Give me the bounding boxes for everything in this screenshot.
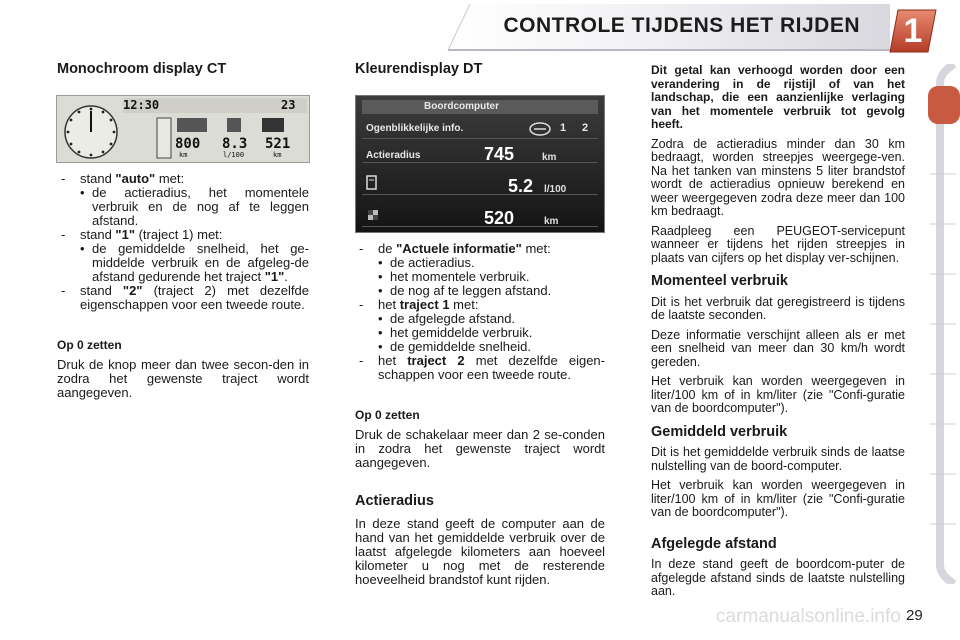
dt-row2-value: 745 — [484, 144, 515, 164]
current-text-3: Het verbruik kan worden weergegeven in liter/100 km of in km/liter (zie "Confi-guratie van de boordcomputer"). — [651, 374, 905, 415]
dt-row3-unit: l/100 — [544, 184, 567, 195]
list-subitem: • de gemiddelde snelheid, het ge-middelde verbruik en de afgeleg-de afstand gedurende het traject "1". — [80, 242, 309, 284]
list-subitem: • de nog af te leggen afstand. — [378, 284, 605, 298]
dt-row2-label: Actieradius — [366, 150, 421, 161]
current-text-1: Dit is het verbruik dat geregistreerd is tijdens de laatste seconden. — [651, 294, 905, 322]
list-subitem: • de actieradius. — [378, 256, 605, 270]
list-subitem: • het momentele verbruik. — [378, 270, 605, 284]
section-title-mono: Monochroom display CT — [57, 61, 227, 77]
range-text: In deze stand geeft de computer aan de hand van het gemiddelde verbruik over de laatst afgelegde kilometers aan hoeveel kilometer u nog met de resterende hoeveelheid brandstof kunt rijden. — [355, 516, 605, 587]
left-column-title-wrap — [57, 62, 309, 76]
tab-active — [928, 86, 960, 124]
ct-value-1: 800 — [175, 136, 201, 152]
list-item: - stand "2" (traject 2) met dezelfde eigenschappen voor een tweede route. — [57, 284, 309, 312]
middle-column-body — [355, 242, 605, 593]
dt-row1-b: 2 — [582, 122, 589, 134]
color-modes-list — [355, 242, 605, 382]
mono-display-ct — [56, 95, 310, 163]
left-column-body — [57, 172, 309, 406]
fuel-gauge-icon — [528, 122, 552, 136]
ct-temp: 23 — [281, 98, 296, 112]
ct-value-3: 521 — [265, 136, 291, 152]
reset-title-middle: Op 0 zetten — [355, 408, 420, 422]
list-subitem: • de afgelegde afstand. — [378, 312, 605, 326]
note-bold: Dit getal kan verhoogd worden door een verandering in de rijstijl of van het landschap, die een aanzienlijke verlaging van het momentele verbruik tot gevolg heeft. — [651, 63, 905, 131]
note-text-1: Zodra de actieradius minder dan 30 km bedraagt, worden streepjes weergege-ven. Na het tanken van minstens 5 liter brandstof wordt de actieradius opnieuw berekend en weer weergegeven zodra deze meer dan 100 km bedraagt. — [651, 136, 905, 218]
color-display-dt — [355, 95, 605, 233]
dt-row4-unit: km — [544, 216, 559, 227]
current-text-2: Deze informatie verschijnt alleen als er met een snelheid van meer dan 30 km/h wordt gereden. — [651, 327, 905, 369]
list-item: - stand "1" (traject 1) met: • de gemiddelde snelheid, het ge-middelde verbruik en de afgeleg-de afstand gedurende het traject "1". — [57, 228, 309, 284]
page-number: 29 — [906, 607, 923, 624]
average-text-1: Dit is het gemiddelde verbruik sinds de laatse nulstelling van de boord-computer. — [651, 445, 905, 473]
watermark: carmanualsonline.info — [716, 606, 901, 627]
section-title-average: Gemiddeld verbruik — [651, 423, 788, 440]
ct-time: 12:30 — [123, 98, 160, 112]
dt-row2-unit: km — [542, 152, 557, 163]
mono-modes-list — [57, 172, 309, 312]
ct-value-2: 8.3 — [222, 136, 248, 152]
dt-row-distance — [362, 206, 598, 227]
dt-row4-value: 520 — [484, 208, 515, 228]
dt-row1-label: Ogenblikkelijke info. — [366, 123, 464, 134]
chapter-tabs — [926, 64, 960, 584]
list-subitem: • de actieradius, het momentele verbruik en de nog af te leggen afstand. — [80, 186, 309, 228]
list-item: - stand "auto" met: • de actieradius, het momentele verbruik en de nog af te leggen afstand. — [57, 172, 309, 228]
list-item: - het traject 1 met: • de afgelegde afstand. • het gemiddelde verbruik. • de gemiddelde snelheid. — [355, 298, 605, 354]
section-title-distance: Afgelegde afstand — [651, 535, 777, 552]
section-title-color: Kleurendisplay DT — [355, 61, 483, 77]
distance-text-1: In deze stand geeft de boordcom-puter de afgelegde afstand sinds de laatste nulstelling aan. — [651, 557, 905, 598]
dt-row1-a: 1 — [560, 122, 567, 134]
ct-unit-3: km — [273, 151, 282, 159]
dt-row3-value: 5.2 — [508, 176, 534, 196]
chapter-number: 1 — [903, 12, 923, 50]
reset-text-middle: Druk de schakelaar meer dan 2 se-conden in zodra het gewenste traject wordt aangegeven. — [355, 427, 605, 470]
list-subitem: • de gemiddelde snelheid. — [378, 340, 605, 354]
average-text-2: Het verbruik kan worden weergegeven in liter/100 km of in km/liter (zie "Confi-guratie van de boordcomputer"). — [651, 478, 905, 519]
list-item: - het traject 2 met dezelfde eigen-schappen voor een tweede route. — [355, 354, 605, 382]
reset-text-left: Druk de knop meer dan twee secon-den in zodra het gewenste traject wordt aangegeven. — [57, 357, 309, 400]
ct-unit-1: km — [179, 151, 188, 159]
page-title: CONTROLE TIJDENS HET RIJDEN — [503, 14, 860, 37]
dt-header: Boordcomputer — [424, 101, 499, 112]
middle-column-title-wrap — [355, 62, 605, 76]
reset-title-left: Op 0 zetten — [57, 338, 122, 352]
ct-unit-2: l/100 — [223, 151, 245, 159]
right-column — [651, 64, 905, 605]
section-title-current: Momenteel verbruik — [651, 273, 788, 289]
list-subitem: • het gemiddelde verbruik. — [378, 326, 605, 340]
section-title-range: Actieradius — [355, 493, 434, 509]
list-item: - de "Actuele informatie" met: • de actieradius. • het momentele verbruik. • de nog af te leggen afstand. — [355, 242, 605, 298]
note-text-2: Raadpleeg een PEUGEOT-servicepunt wanneer er tijdens het rijden streepjes in plaats van cijfers op het display ver-schijnen. — [651, 223, 905, 265]
